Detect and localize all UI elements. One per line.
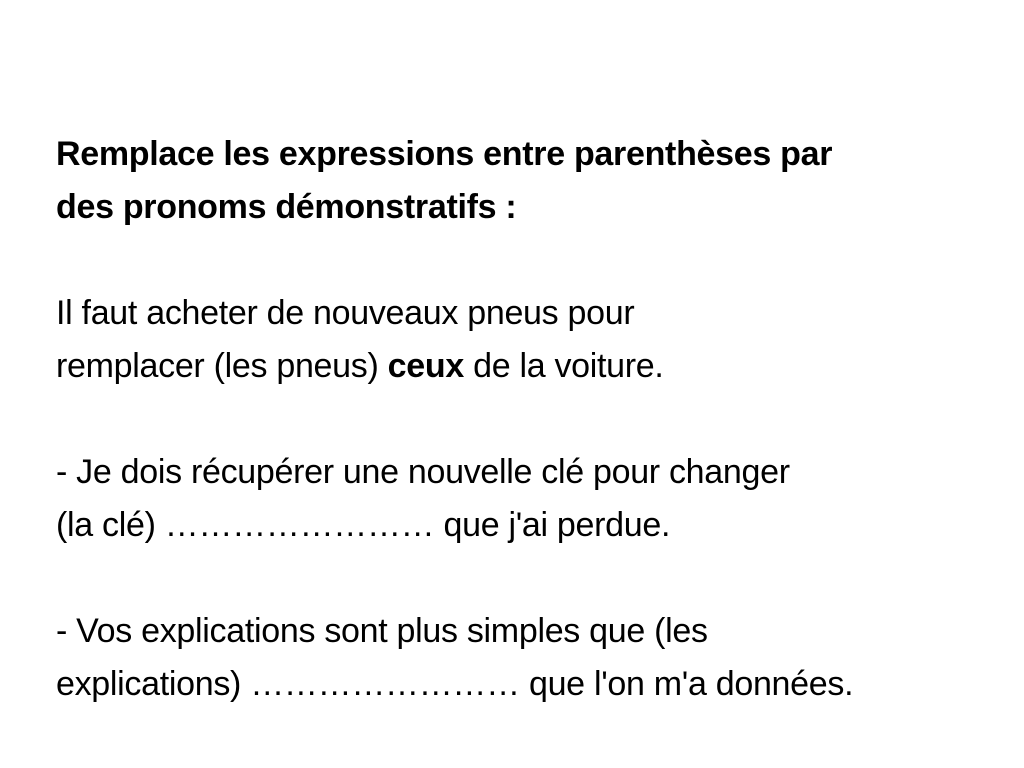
exercise-1 <box>56 446 986 552</box>
example-answer: ceux <box>387 347 464 385</box>
instruction-line-2: des pronoms démonstratifs : <box>56 188 517 226</box>
instruction-heading <box>56 128 986 234</box>
exercise-1-line-1: - Je dois récupérer une nouvelle clé pour changer <box>56 453 790 491</box>
exercise-2-line-2: explications) …………………… que l'on m'a données. <box>56 665 854 703</box>
exercise-1-line-2: (la clé) …………………… que j'ai perdue. <box>56 506 671 544</box>
slide-content <box>56 128 986 711</box>
spacer <box>56 552 986 605</box>
spacer <box>56 234 986 287</box>
exercise-2-line-1: - Vos explications sont plus simples que (les <box>56 612 708 650</box>
example-line-2 <box>56 340 986 393</box>
example-line-1: Il faut acheter de nouveaux pneus pour <box>56 294 635 332</box>
exercise-2 <box>56 605 986 711</box>
example-line-2-start: remplacer (les pneus) <box>56 347 388 385</box>
example-line-2-end: de la voiture. <box>463 347 664 385</box>
spacer <box>56 393 986 446</box>
instruction-line-1: Remplace les expressions entre parenthèses par <box>56 135 833 173</box>
example-sentence <box>56 287 986 393</box>
